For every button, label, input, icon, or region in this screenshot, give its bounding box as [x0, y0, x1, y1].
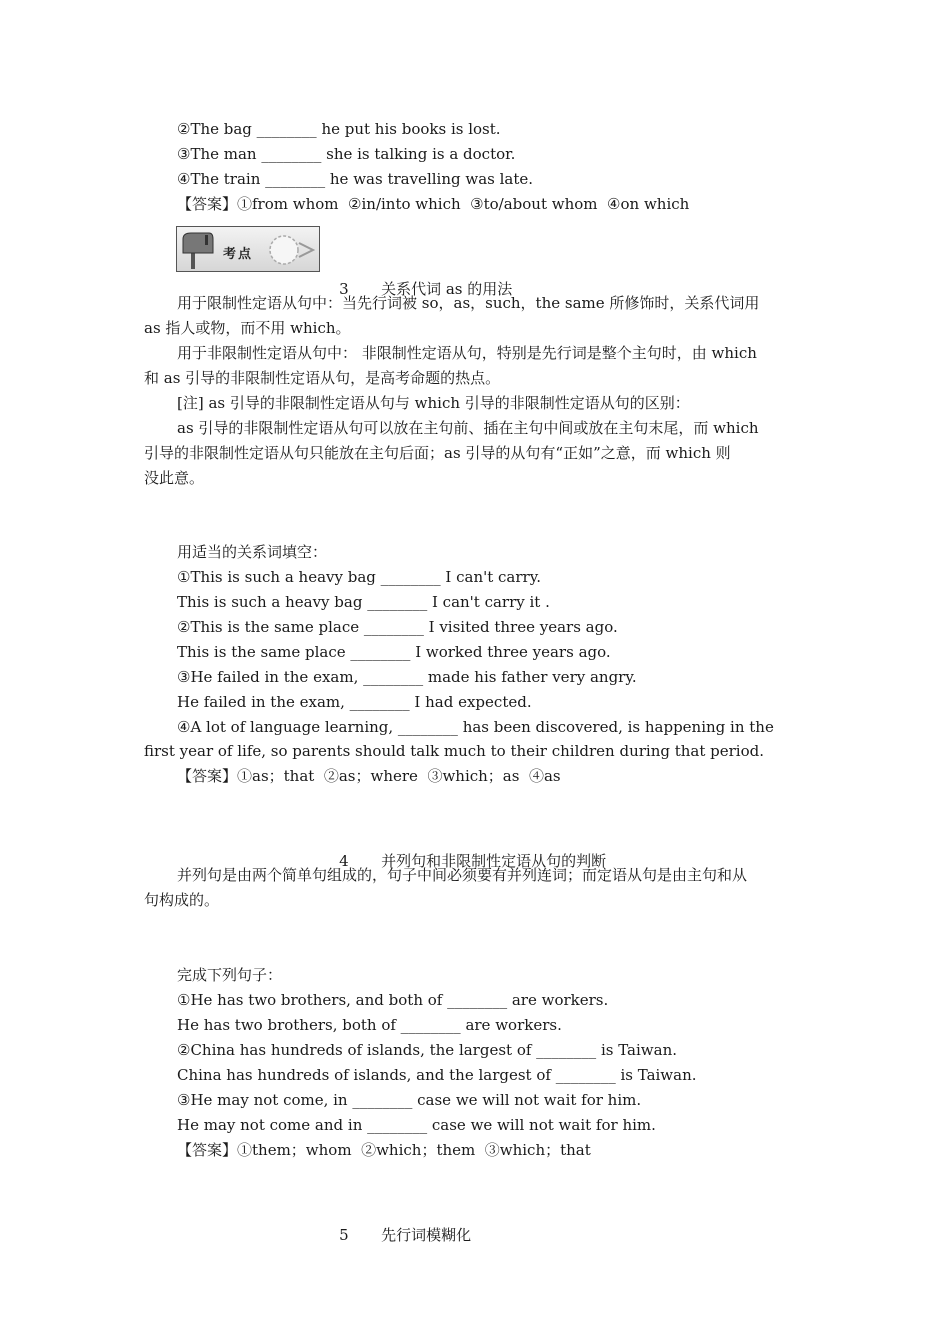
answer-line: 【答案】①from whom ②in/into which ③to/about whom ④on which [177, 195, 690, 213]
paragraph-line: 句构成的。 [144, 891, 220, 909]
answer-line: 【答案】①as；that ②as；where ③which；as ④as [177, 767, 561, 785]
section-title: 关系代词 as 的用法 [381, 280, 513, 298]
exercise-instruction: 完成下列句子： [177, 966, 283, 984]
exercise-line: China has hundreds of islands, and the largest of ________ is Taiwan. [177, 1066, 697, 1084]
section-number: 3 [339, 280, 349, 298]
paragraph-line: as 指人或物，而不用 which。 [144, 319, 351, 337]
section-title: 先行词模糊化 [381, 1226, 472, 1244]
exercise-line: ②This is the same place ________ I visited three years ago. [177, 618, 618, 636]
exercise-line: ①He has two brothers, and both of ________ are workers. [177, 991, 609, 1009]
exercise-line: ③He may not come, in ________ case we will not wait for him. [177, 1091, 642, 1109]
paragraph-line: 用于限制性定语从句中：当先行词被 so，as，such，the same 所修饰时，关系代词用 [177, 294, 760, 312]
arrow-icon [267, 233, 319, 267]
exercise-line: He may not come and in ________ case we will not wait for him. [177, 1116, 656, 1134]
exercise-line: ④A lot of language learning, ________ has been discovered, is happening in the [177, 718, 774, 736]
exercise-line: He has two brothers, both of ________ are workers. [177, 1016, 562, 1034]
paragraph-line: 没此意。 [144, 469, 205, 487]
exercise-instruction: 用适当的关系词填空： [177, 543, 328, 561]
exercise-line: This is the same place ________ I worked three years ago. [177, 643, 611, 661]
answer-line: 【答案】①them；whom ②which；them ③which；that [177, 1141, 591, 1159]
exercise-line: He failed in the exam, ________ I had expected. [177, 693, 532, 711]
exercise-line: ②The bag ________ he put his books is lost. [177, 120, 501, 138]
section-number: 4 [339, 852, 349, 870]
exercise-line: ②China has hundreds of islands, the largest of ________ is Taiwan. [177, 1041, 677, 1059]
section-heading [320, 1202, 471, 1268]
paragraph-line: 并列句是由两个简单句组成的，句子中间必须要有并列连词；而定语从句是由主句和从 [177, 866, 748, 884]
kaodian-badge [176, 226, 320, 272]
paragraph-line: as 引导的非限制性定语从句可以放在主句前、插在主句中间或放在主句末尾，而 which [177, 419, 759, 437]
paragraph-line: 和 as 引导的非限制性定语从句，是高考命题的热点。 [144, 369, 501, 387]
exercise-line: ④The train ________ he was travelling was late. [177, 170, 534, 188]
exercise-line: ①This is such a heavy bag ________ I can't carry. [177, 568, 541, 586]
section-number: 5 [339, 1226, 349, 1244]
exercise-line: first year of life, so parents should talk much to their children during that period. [144, 742, 765, 760]
badge-label: 考点 [223, 247, 254, 262]
mailbox-icon [181, 231, 215, 269]
paragraph-line: 用于非限制性定语从句中： 非限制性定语从句，特别是先行词是整个主句时，由 which [177, 344, 757, 362]
paragraph-line: 引导的非限制性定语从句只能放在主句后面；as 引导的从句有“正如”之意，而 which 则 [144, 444, 731, 462]
exercise-line: This is such a heavy bag ________ I can't carry it . [177, 593, 550, 611]
exercise-line: ③He failed in the exam, ________ made his father very angry. [177, 668, 637, 686]
section-title: 并列句和非限制性定语从句的判断 [381, 852, 607, 870]
exercise-line: ③The man ________ she is talking is a doctor. [177, 145, 516, 163]
note-line: [注] as 引导的非限制性定语从句与 which 引导的非限制性定语从句的区别： [177, 394, 690, 412]
